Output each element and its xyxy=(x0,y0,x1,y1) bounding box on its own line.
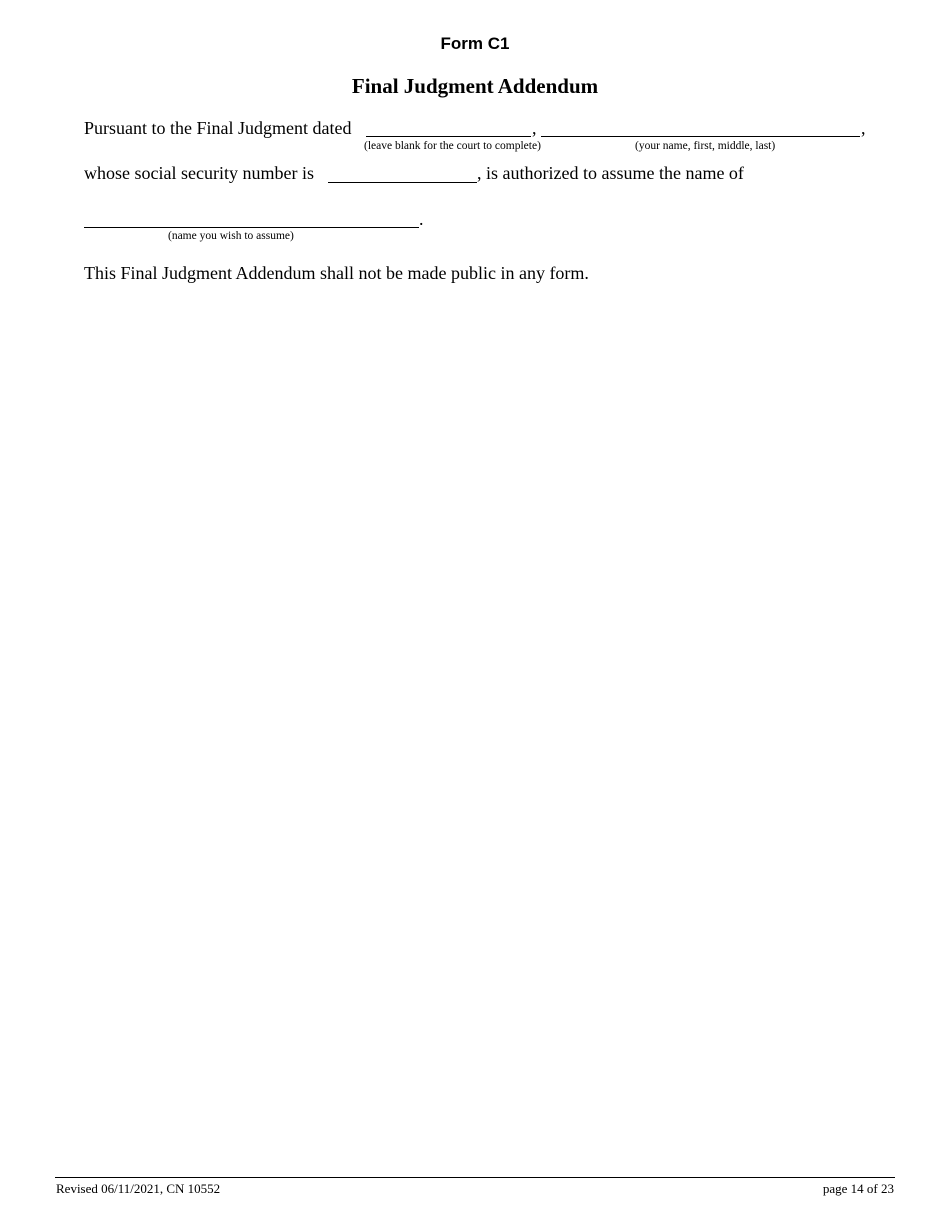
hint-your-name: (your name, first, middle, last) xyxy=(635,140,776,152)
hint-date: (leave blank for the court to complete) xyxy=(364,140,541,152)
revision-info: Revised 06/11/2021, CN 10552 xyxy=(56,1181,221,1196)
footer-divider xyxy=(55,1177,895,1178)
judgment-date-field[interactable] xyxy=(366,136,531,137)
page-number: page 14 of 23 xyxy=(822,1181,894,1196)
comma-after-name: , xyxy=(861,118,866,138)
hint-new-name: (name you wish to assume) xyxy=(168,230,294,242)
comma-after-date: , xyxy=(532,118,537,138)
period-after-new-name: . xyxy=(419,209,424,229)
form-id: Form C1 xyxy=(440,34,510,53)
line1-text: Pursuant to the Final Judgment dated xyxy=(84,118,352,138)
ssn-field[interactable] xyxy=(328,182,477,183)
line2-prefix: whose social security number is xyxy=(84,163,314,183)
line2-suffix: , is authorized to assume the name of xyxy=(477,163,744,183)
document-title: Final Judgment Addendum xyxy=(351,74,599,98)
confidentiality-statement: This Final Judgment Addendum shall not be made public in any form. xyxy=(84,263,589,283)
new-name-field[interactable] xyxy=(84,227,419,228)
your-name-field[interactable] xyxy=(541,136,860,137)
